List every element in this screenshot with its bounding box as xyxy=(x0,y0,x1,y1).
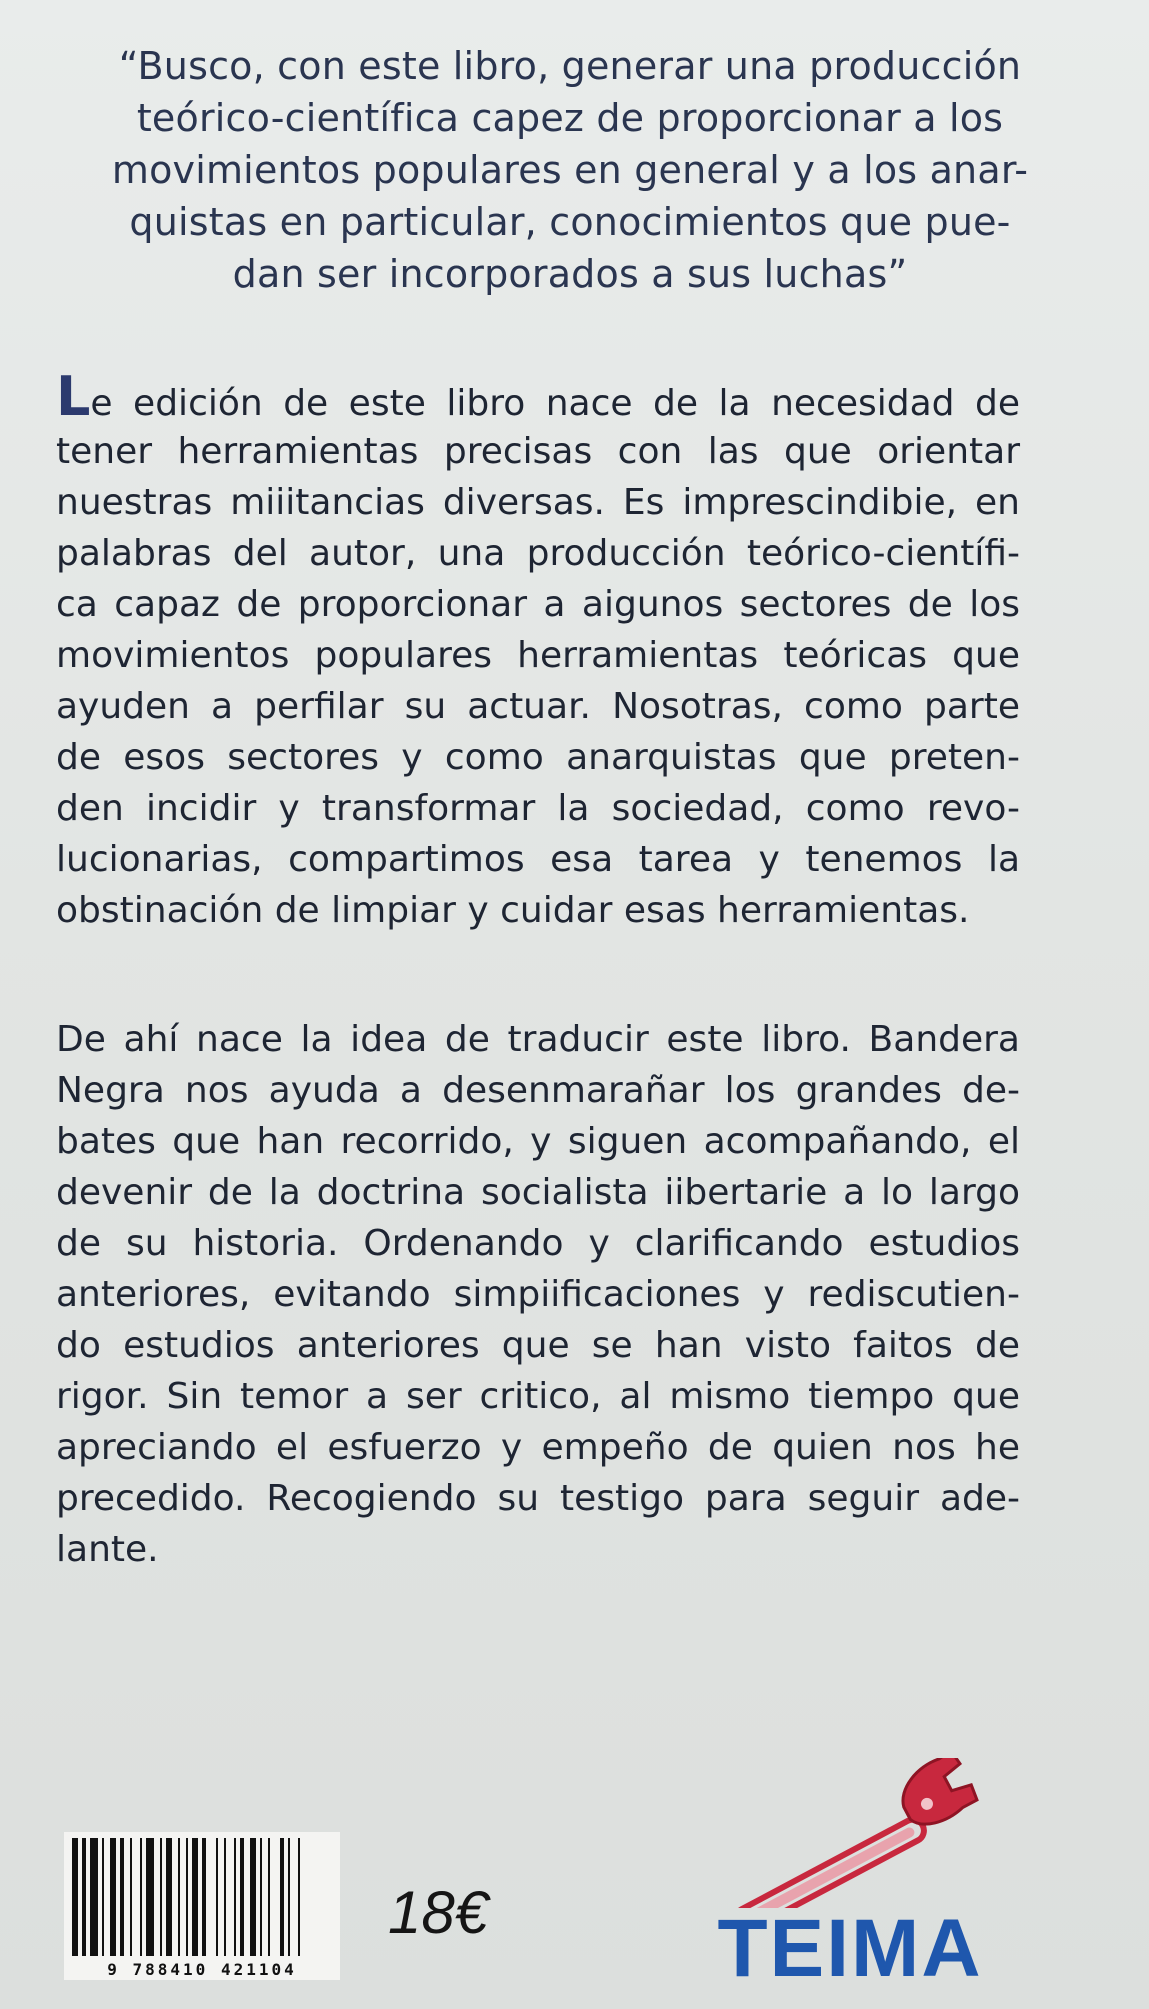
barcode-digits: 9 788410 421104 xyxy=(64,1960,340,1980)
paragraph-line xyxy=(56,365,1020,428)
paragraph-line: lucionarias, compartimos esa tarea y tenemos la xyxy=(56,839,1020,880)
epigraph-quote xyxy=(50,40,1090,300)
description-paragraph-1 xyxy=(56,365,1020,936)
paragraph-line: ca capaz de proporcionar a aigunos sectores de los xyxy=(56,584,1020,625)
paragraph-line: anteriores, evitando simpiificaciones y rediscutien- xyxy=(56,1274,1020,1315)
paragraph-line: nuestras miiitancias diversas. Es imprescindibie, en xyxy=(56,482,1020,523)
barcode-bars xyxy=(64,1832,340,1960)
publisher-name: TEIMA xyxy=(717,1903,983,1994)
paragraph-line: De ahí nace la idea de traducir este libro. Bandera xyxy=(56,1019,1020,1060)
drop-cap: L xyxy=(56,365,91,428)
wrench-icon xyxy=(680,1758,1020,1908)
paragraph-line: den incidir y transformar la sociedad, como revo- xyxy=(56,788,1020,829)
paragraph-line: de esos sectores y como anarquistas que preten- xyxy=(56,737,1020,778)
paragraph-line: obstinación de limpiar y cuidar esas herramientas. xyxy=(56,890,970,931)
quote-line: teórico-científica capez de proporcionar a los xyxy=(136,96,1004,140)
quote-line: movimientos populares en general y a los anar- xyxy=(111,148,1029,192)
paragraph-line: de su historia. Ordenando y clarificando estudios xyxy=(56,1223,1020,1264)
paragraph-line: precedido. Recogiendo su testigo para seguir ade- xyxy=(56,1478,1020,1519)
quote-line: “Busco, con este libro, generar una producción xyxy=(118,44,1022,88)
isbn-barcode xyxy=(64,1832,340,1980)
publisher-logo xyxy=(680,1758,1020,1994)
description-paragraph-2 xyxy=(56,1014,1020,1575)
paragraph-line: tener herramientas precisas con las que orientar xyxy=(56,431,1020,472)
paragraph-line: ayuden a perfilar su actuar. Nosotras, como parte xyxy=(56,686,1020,727)
paragraph-line: devenir de la doctrina socialista iibertarie a lo largo xyxy=(56,1172,1020,1213)
paragraph-line: lante. xyxy=(56,1529,159,1570)
quote-line: dan ser incorporados a sus luchas” xyxy=(232,252,908,296)
paragraph-line: palabras del autor, una producción teórico-científi- xyxy=(56,533,1020,574)
paragraph-line: do estudios anteriores que se han visto faitos de xyxy=(56,1325,1020,1366)
paragraph-line: movimientos populares herramientas teóricas que xyxy=(56,635,1020,676)
paragraph-line: rigor. Sin temor a ser critico, al mismo tiempo que xyxy=(56,1376,1020,1417)
paragraph-line: apreciando el esfuerzo y empeño de quien nos he xyxy=(56,1427,1020,1468)
price-label: 18€ xyxy=(388,1879,489,1946)
paragraph-line-text: e edición de este libro nace de la necesidad de xyxy=(90,383,1020,424)
quote-line: quistas en particular, conocimientos que pue- xyxy=(129,200,1011,244)
paragraph-line: bates que han recorrido, y siguen acompañando, el xyxy=(56,1121,1020,1162)
paragraph-line: Negra nos ayuda a desenmarañar los grandes de- xyxy=(56,1070,1020,1111)
